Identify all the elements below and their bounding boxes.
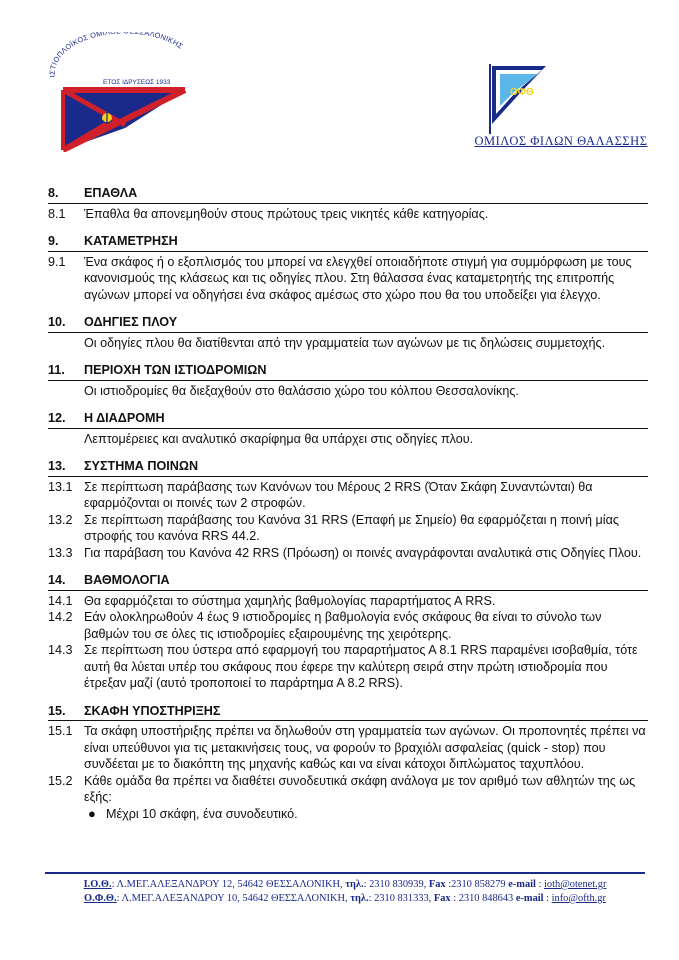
clause [48,609,648,642]
clause-text: Ένα σκάφος ή ο εξοπλισμός του μπορεί να ελεγχθεί οποιαδήποτε στιγμή για συμμόρφωση με τους κανονισμούς της κλάσεως και τις οδηγίες πλου. Στη θάλασσα ένας καταμετρητής της επιτροπής αγώνων μπορεί να οδηγήσει ένα σκάφος αμέσως στο χώρο που θα του υποδείξει για έλεγχο. [84,254,632,302]
bullet-item [48,806,648,823]
clause-text: Οι οδηγίες πλου θα διατίθενται από την γραμματεία των αγώνων με τις δηλώσεις συμμετοχής. [84,335,606,350]
section-title: ΟΔΗΓΙΕΣ ΠΛΟΥ [84,315,178,329]
bullet-icon: ● [88,805,96,821]
clause [48,593,648,610]
section-heading [48,314,648,333]
clause-number: 13.1 [48,479,73,494]
clause-text: Λεπτομέρειες και αναλυτικό σκαρίφημα θα υπάρχει στις οδηγίες πλου. [84,431,474,446]
clause-text: Οι ιστιοδρομίες θα διεξαχθούν στο θαλάσσιο χώρο του κόλπου Θεσσαλονίκης. [84,383,519,398]
section [48,410,648,447]
section [48,314,648,351]
clause [48,479,648,512]
clause-text: Σε περίπτωση παράβασης του Κανόνα 31 RRS (Επαφή με Σημείο) θα εφαρμόζεται η ποινή μίας στροφής του κανόνα RRS 44.2. [84,512,619,543]
clause-number: 14.2 [48,610,73,624]
clause-number: 15.1 [48,724,73,738]
clause-number: 13.2 [48,512,73,527]
ioth-emblem-icon [45,32,205,152]
clause-text: Σε περίπτωση παράβασης των Κανόνων του Μέρους 2 RRS (Όταν Σκάφη Συναντώνται) θα εφαρμόζονται οι ποινές των 2 στροφών. [84,479,593,510]
clause [48,773,648,806]
section-number: 11. [48,363,65,377]
section-number: 12. [48,411,66,425]
footer [45,872,645,906]
section-heading [48,572,648,591]
clause-number: 14.3 [48,643,73,657]
logo-right-badge: ΟΦΘ [510,87,534,98]
document-body [48,185,648,833]
clause-text: Έπαθλα θα απονεμηθούν στους πρώτους τρεις νικητές κάθε κατηγορίας. [84,206,489,221]
clause-text: Σε περίπτωση που ύστερα από εφαρμογή του παραρτήματος Α 8.1 RRS παραμένει ισοβαθμία, τότε αυτή θα λύεται υπέρ του σκάφους που έφερε την καλύτερη σειρά στην πρώτη ιστιοδρομία που έτρεξαν μαζί (αυτό τροποποιεί το παράρτημα Α 8.2 RRS). [84,643,638,690]
clause [48,642,648,692]
section-title: Η ΔΙΑΔΡΟΜΗ [84,411,165,425]
section [48,572,648,692]
clause-number [48,431,84,448]
section-heading [48,703,648,722]
clause [48,723,648,773]
section-heading [48,185,648,204]
section [48,362,648,399]
clause-number: 8.1 [48,206,66,221]
clause-text: Τα σκάφη υποστήριξης πρέπει να δηλωθούν στη γραμματεία των αγώνων. Οι προπονητές πρέπει να είναι υπεύθυνοι για τις μετακινήσεις τους, να φορούν το βραχιόλι ασφαλείας (quick - stop) που συνδέεται με το διακόπτη της μηχανής καθώς και να είναι κάτοχοι διπλώματος ταχυπλόου. [84,724,646,771]
section-heading [48,362,648,381]
clause [48,545,648,562]
section-title: ΠΕΡΙΟΧΗ ΤΩΝ ΙΣΤΙΟΔΡΟΜΙΩΝ [84,363,267,377]
clause-number: 15.2 [48,773,73,788]
bullet-text: Μέχρι 10 σκάφη, ένα συνοδευτικό. [106,806,298,821]
clause-number [48,383,84,400]
clause-number: 13.3 [48,545,73,560]
ioth-logo [45,32,205,152]
section [48,185,648,222]
section-heading [48,410,648,429]
logo-left-text: ΙΣΤΙΟΠΛΟΪΚΟΣ ΟΜΙΛ ΣΑΛΟΝΙΚΗΣ [47,32,185,78]
section-title: ΒΑΘΜΟΛΟΓΙΑ [84,573,170,587]
clause-text: Για παράβαση του Κανόνα 42 RRS (Πρόωση) οι ποινές αναγράφονται αναλυτικά στις Οδηγίες Πλου. [84,545,642,560]
clause-text: Θα εφαρμόζεται το σύστημα χαμηλής βαθμολογίας παραρτήματος Α RRS. [84,593,496,608]
section [48,458,648,561]
section [48,703,648,823]
section-title: ΕΠΑΘΛΑ [84,186,138,200]
section-number: 14. [48,573,66,587]
svg-text:ΙΣΤΙΟΠΛΟΪΚΟΣ ΟΜΙΛΟΣ ΘΕΣΣΑΛΟΝΙΚ [48,32,185,78]
section-number: 9. [48,234,59,248]
clause [48,206,648,223]
footer-line-ioth: Ι.Ο.Θ.: Λ.ΜΕΓ.ΑΛΕΞΑΝΔΡΟΥ 12, 54642 ΘΕΣΣΑΛΟΝΙΚΗ, τηλ.: 2310 830939, Fax :2310 858279 e-mail : ioth@otenet.gr [83,879,607,890]
section-number: 13. [48,459,66,473]
section-title: ΣΥΣΤΗΜΑ ΠΟΙΝΩΝ [84,459,199,473]
clause [48,335,648,352]
clause [48,512,648,545]
section-number: 15. [48,703,66,718]
clause [48,254,648,304]
footer-line-ofth: Ο.Φ.Θ.: Λ.ΜΕΓ.ΑΛΕΞΑΝΔΡΟΥ 10, 54642 ΘΕΣΣΑΛΟΝΙΚΗ, τηλ.: 2310 831333, Fax : 2310 848643 e-mail : info@ofth.gr [84,893,606,904]
clause-number: 14.1 [48,593,73,608]
clause-number [48,335,84,352]
section-title: ΚΑΤΑΜΕΤΡΗΣΗ [84,234,178,248]
ofth-flag-icon [466,62,656,134]
logo-right-text: ΟΜΙΛΟΣ ΦΙΛΩΝ ΘΑΛΑΣΣΗΣ [474,134,648,148]
logo-left-subtext: ΕΤΟΣ ΙΔΡΥΣΕΩΣ 1933 [103,79,171,86]
bullet-list [48,806,648,823]
clause-text: Κάθε ομάδα θα πρέπει να διαθέτει συνοδευτικά σκάφη ανάλογα με τον αριθμό των αθλητών της ως εξής: [84,773,636,804]
section [48,233,648,303]
ofth-logo [466,62,656,157]
clause [48,431,648,448]
clause-text: Εάν ολοκληρωθούν 4 έως 9 ιστιοδρομίες η βαθμολογία ενός σκάφους θα είναι το σύνολο των βαθμών του σε όλες τις ιστιοδρομίες εξαιρουμένης της χειρότερης. [84,610,602,641]
email-link[interactable]: ioth@otenet.gr [544,879,607,890]
footer-org: Ι.Ο.Θ. [83,879,112,890]
section-number: 8. [48,186,59,200]
footer-org: Ο.Φ.Θ. [84,893,117,904]
email-link[interactable]: info@ofth.gr [551,893,606,904]
clause [48,383,648,400]
section-title: ΣΚΑΦΗ ΥΠΟΣΤΗΡΙΞΗΣ [84,703,221,718]
section-heading [48,233,648,252]
clause-number: 9.1 [48,254,66,269]
section-number: 10. [48,315,66,329]
section-heading [48,458,648,477]
